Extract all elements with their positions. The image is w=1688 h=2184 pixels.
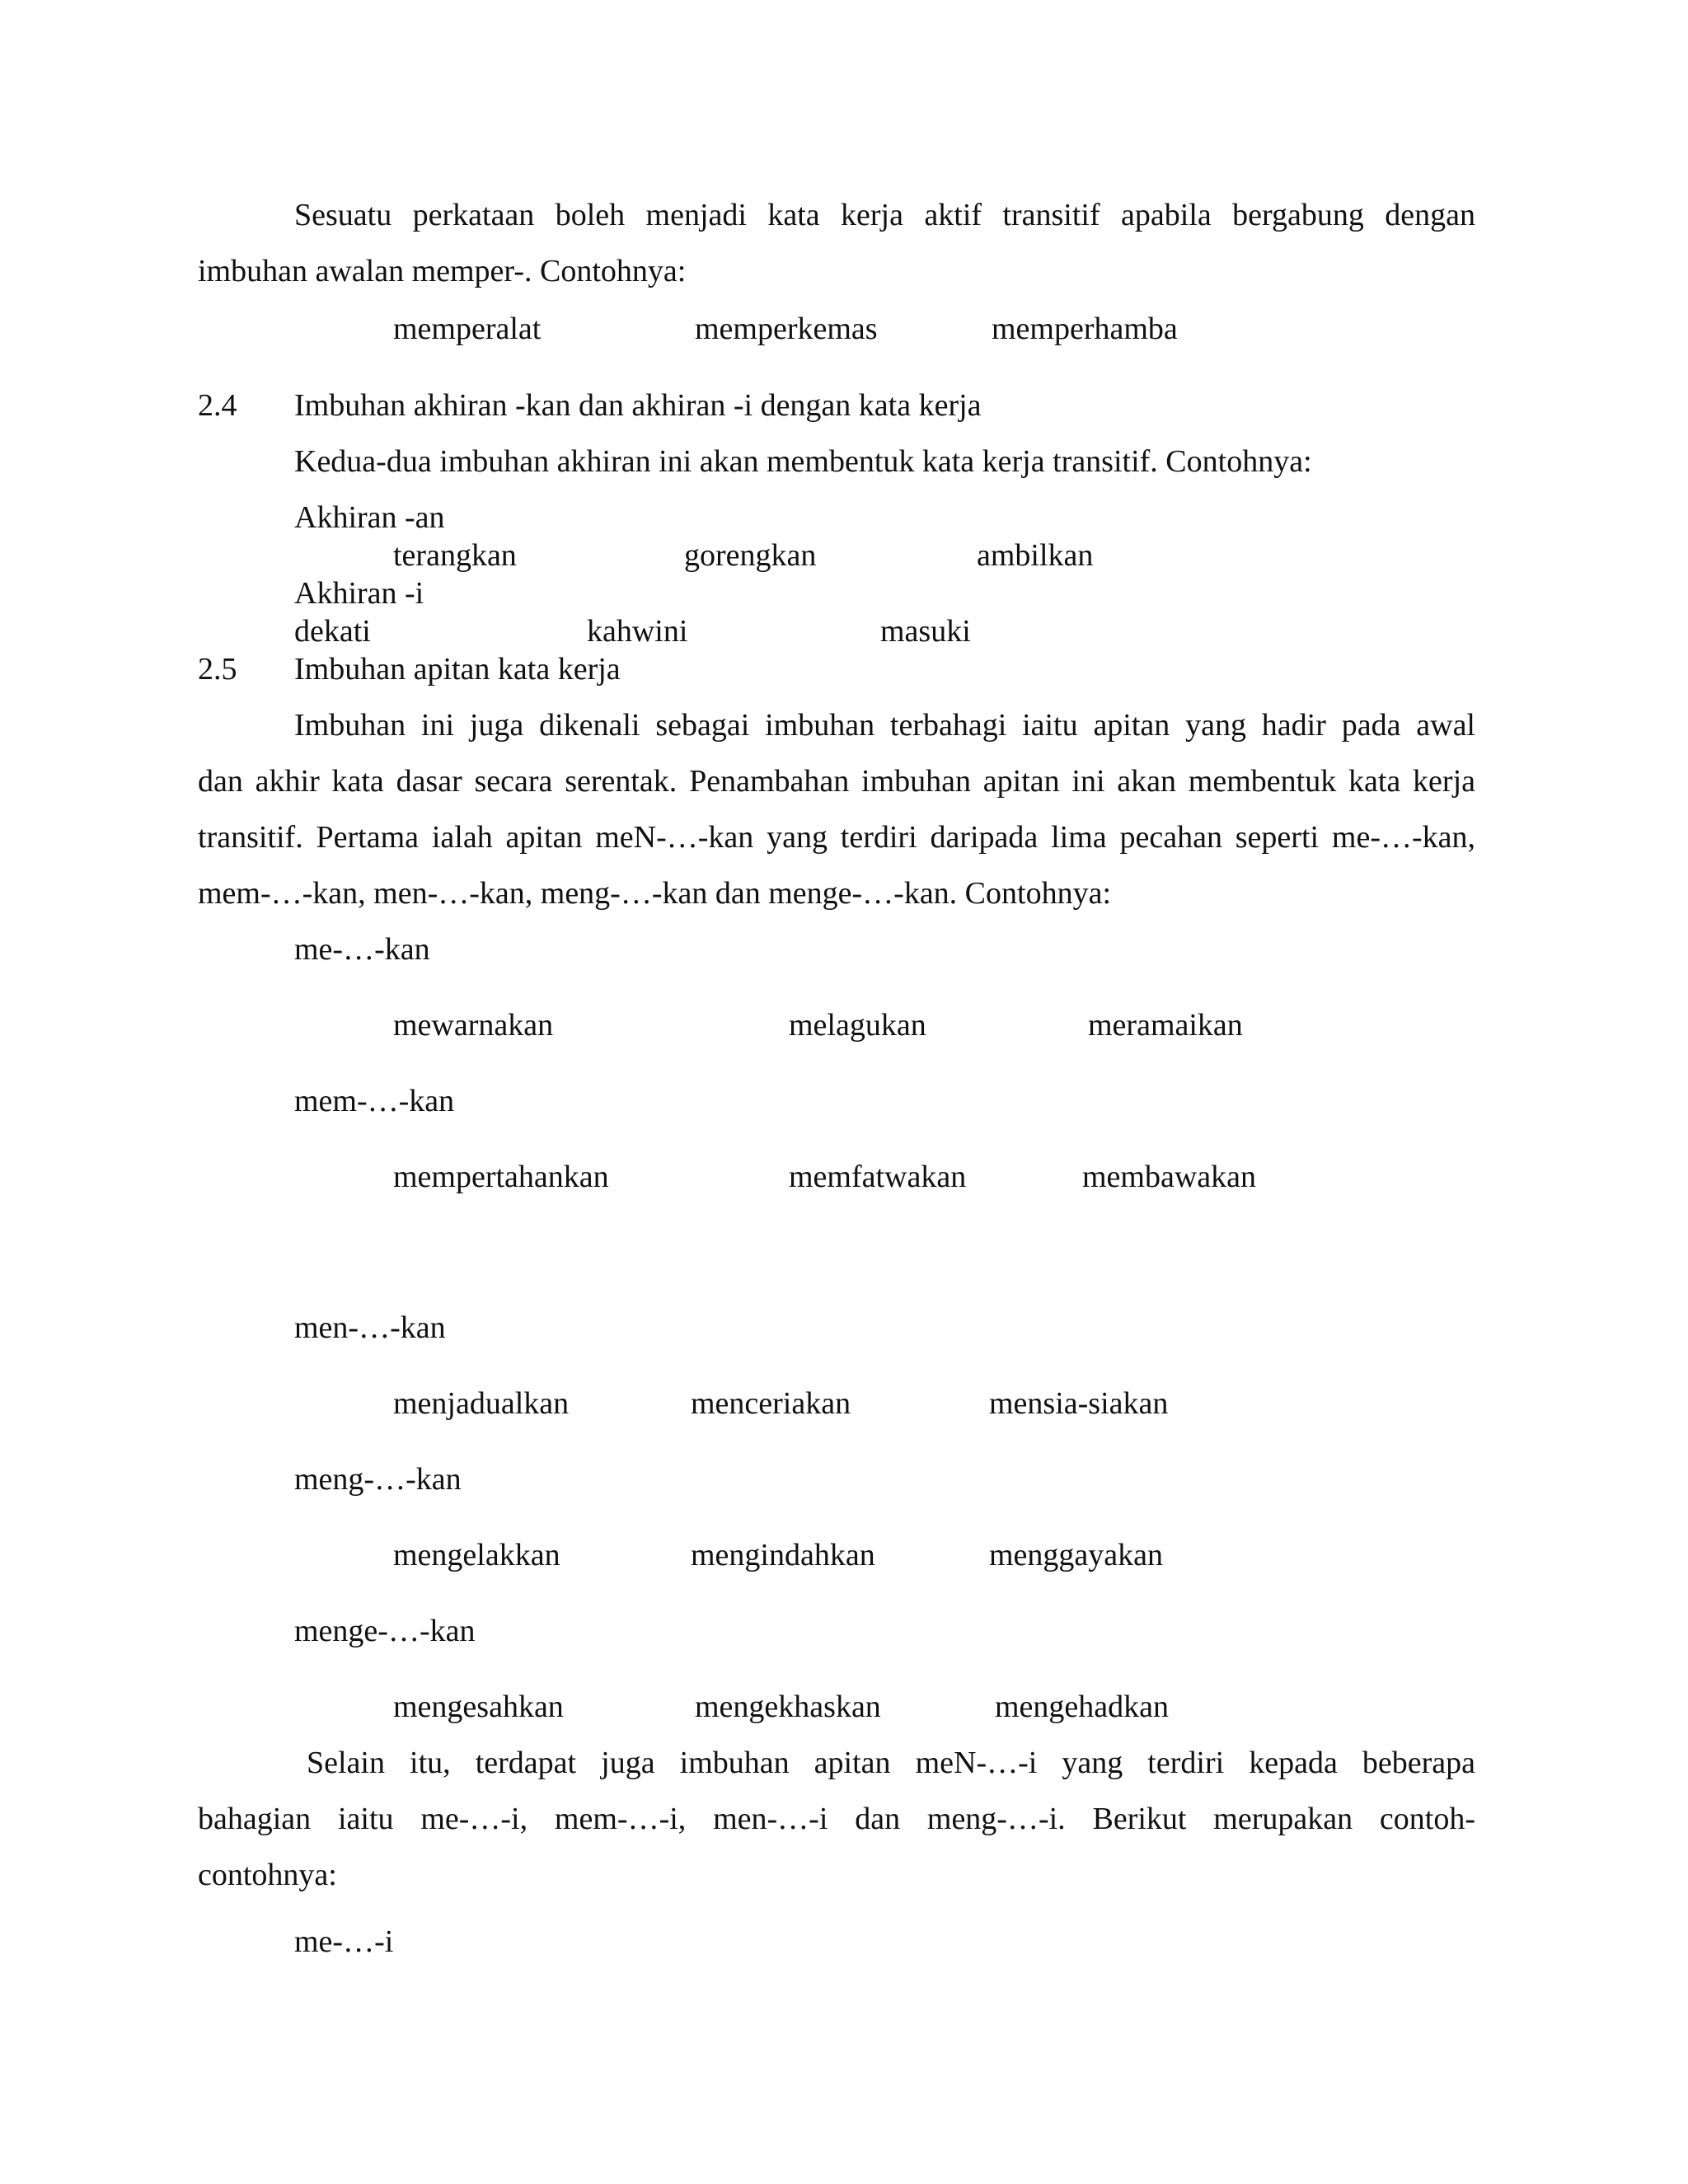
example-word: mengehadkan bbox=[995, 1690, 1170, 1724]
example-word: membawakan bbox=[1082, 1160, 1257, 1194]
paragraph-line: imbuhan awalan memper-. Contohnya: bbox=[198, 254, 687, 288]
example-word: ambilkan bbox=[977, 538, 1094, 573]
paragraph-line: transitif. Pertama ialah apitan meN-…-kan yang terdiri daripada lima pecahan seperti me-…-kan, bbox=[198, 820, 1475, 855]
example-word: mengesahkan bbox=[393, 1690, 564, 1724]
example-word: mengekhaskan bbox=[695, 1690, 881, 1724]
group-label: mem-…-kan bbox=[294, 1084, 455, 1118]
example-word: memperkemas bbox=[695, 312, 878, 346]
group-label: me-…-kan bbox=[294, 932, 430, 967]
example-word: mengelakkan bbox=[393, 1538, 560, 1572]
example-word: menceriakan bbox=[691, 1386, 851, 1421]
example-word: meramaikan bbox=[1088, 1008, 1243, 1043]
paragraph-line: contohnya: bbox=[198, 1858, 337, 1892]
example-word: memfatwakan bbox=[789, 1160, 967, 1194]
example-word: melagukan bbox=[789, 1008, 926, 1043]
section-heading: Imbuhan akhiran -kan dan akhiran -i dengan kata kerja bbox=[294, 388, 982, 423]
example-word: mensia-siakan bbox=[989, 1386, 1169, 1421]
group-label: menge-…-kan bbox=[294, 1614, 476, 1648]
section-heading: Imbuhan apitan kata kerja bbox=[294, 652, 621, 687]
paragraph-line: Kedua-dua imbuhan akhiran ini akan membentuk kata kerja transitif. Contohnya: bbox=[294, 444, 1312, 479]
example-word: mempertahankan bbox=[393, 1160, 609, 1194]
paragraph-line: mem-…-kan, men-…-kan, meng-…-kan dan menge-…-kan. Contohnya: bbox=[198, 876, 1112, 911]
example-word: masuki bbox=[880, 614, 971, 649]
group-label: meng-…-kan bbox=[294, 1462, 462, 1497]
example-word: kahwini bbox=[587, 614, 688, 649]
example-word: mengindahkan bbox=[691, 1538, 875, 1572]
paragraph-line: Sesuatu perkataan boleh menjadi kata kerja aktif transitif apabila bergabung dengan bbox=[294, 198, 1475, 232]
section-number: 2.5 bbox=[198, 652, 237, 687]
example-word: memperalat bbox=[393, 312, 542, 346]
section-number: 2.4 bbox=[198, 388, 237, 423]
group-label: men-…-kan bbox=[294, 1310, 446, 1345]
group-label: Akhiran -an bbox=[294, 500, 445, 535]
example-word: menggayakan bbox=[989, 1538, 1164, 1572]
example-word: terangkan bbox=[393, 538, 517, 573]
group-label: me-…-i bbox=[294, 1924, 394, 1959]
group-label: Akhiran -i bbox=[294, 576, 424, 611]
paragraph-line: bahagian iaitu me-…-i, mem-…-i, men-…-i dan meng-…-i. Berikut merupakan contoh- bbox=[198, 1802, 1475, 1836]
paragraph-line: dan akhir kata dasar secara serentak. Penambahan imbuhan apitan ini akan membentuk kata kerja bbox=[198, 764, 1475, 799]
example-word: memperhamba bbox=[992, 312, 1178, 346]
paragraph-line: Selain itu, terdapat juga imbuhan apitan meN-…-i yang terdiri kepada beberapa bbox=[307, 1746, 1475, 1780]
example-word: gorengkan bbox=[684, 538, 817, 573]
paragraph-line: Imbuhan ini juga dikenali sebagai imbuhan terbahagi iaitu apitan yang hadir pada awal bbox=[294, 708, 1475, 743]
example-word: dekati bbox=[294, 614, 371, 649]
example-word: menjadualkan bbox=[393, 1386, 570, 1421]
example-word: mewarnakan bbox=[393, 1008, 554, 1043]
